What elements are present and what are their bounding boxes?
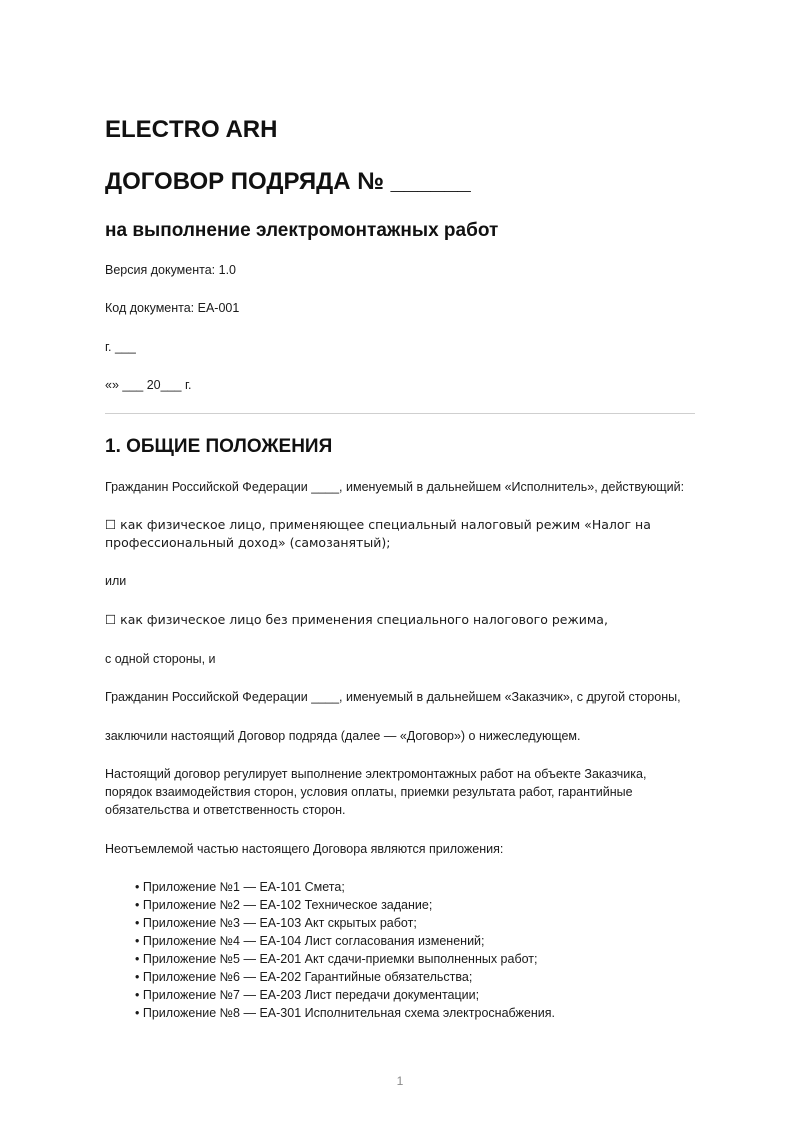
list-item: • Приложение №6 — EA-202 Гарантийные обязательства; <box>135 968 555 986</box>
document-city: г. ___ <box>105 340 136 354</box>
list-item: • Приложение №7 — EA-203 Лист передачи документации; <box>135 986 555 1004</box>
page-number: 1 <box>396 1074 404 1088</box>
option-no-special-regime: ☐ как физическое лицо без применения специального налогового режима, <box>105 612 608 627</box>
document-date: «» ___ 20___ г. <box>105 378 192 392</box>
list-item: • Приложение №1 — EA-101 Смета; <box>135 878 555 896</box>
or-text: или <box>105 574 127 588</box>
list-item: • Приложение №5 — EA-201 Акт сдачи-приемки выполненных работ; <box>135 950 555 968</box>
section-heading: 1. ОБЩИЕ ПОЛОЖЕНИЯ <box>105 436 333 457</box>
list-item: • Приложение №4 — EA-104 Лист согласования изменений; <box>135 932 555 950</box>
brand-heading: ELECTRO ARH <box>105 116 278 143</box>
one-side-text: с одной стороны, и <box>105 652 216 666</box>
list-item: • Приложение №8 — EA-301 Исполнительная схема электроснабжения. <box>135 1004 555 1022</box>
option-self-employed: ☐ как физическое лицо, применяющее специальный налоговый режим «Налог на профессиональный доход» (самозанятый); <box>105 517 651 550</box>
list-item: • Приложение №2 — EA-102 Техническое задание; <box>135 896 555 914</box>
divider <box>105 413 695 414</box>
customer-intro: Гражданин Российской Федерации ____, именуемый в дальнейшем «Заказчик», с другой стороны, <box>105 690 681 704</box>
scope-paragraph: Настоящий договор регулирует выполнение электромонтажных работ на объекте Заказчика, порядок взаимодействия сторон, условия оплаты, приемки результата работ, гарантийные обязательства и ответственность сторон. <box>105 767 647 817</box>
document-version: Версия документа: 1.0 <box>105 263 236 277</box>
agreement-text: заключили настоящий Договор подряда (далее — «Договор») о нижеследующем. <box>105 729 581 743</box>
document-code: Код документа: EA-001 <box>105 301 240 315</box>
contract-subtitle: на выполнение электромонтажных работ <box>105 220 499 241</box>
contractor-intro: Гражданин Российской Федерации ____, именуемый в дальнейшем «Исполнитель», действующий: <box>105 480 685 494</box>
list-item: • Приложение №3 — EA-103 Акт скрытых работ; <box>135 914 555 932</box>
contract-title: ДОГОВОР ПОДРЯДА № ______ <box>105 168 471 195</box>
appendices-list <box>135 878 555 1022</box>
appendices-intro: Неотъемлемой частью настоящего Договора являются приложения: <box>105 842 504 856</box>
